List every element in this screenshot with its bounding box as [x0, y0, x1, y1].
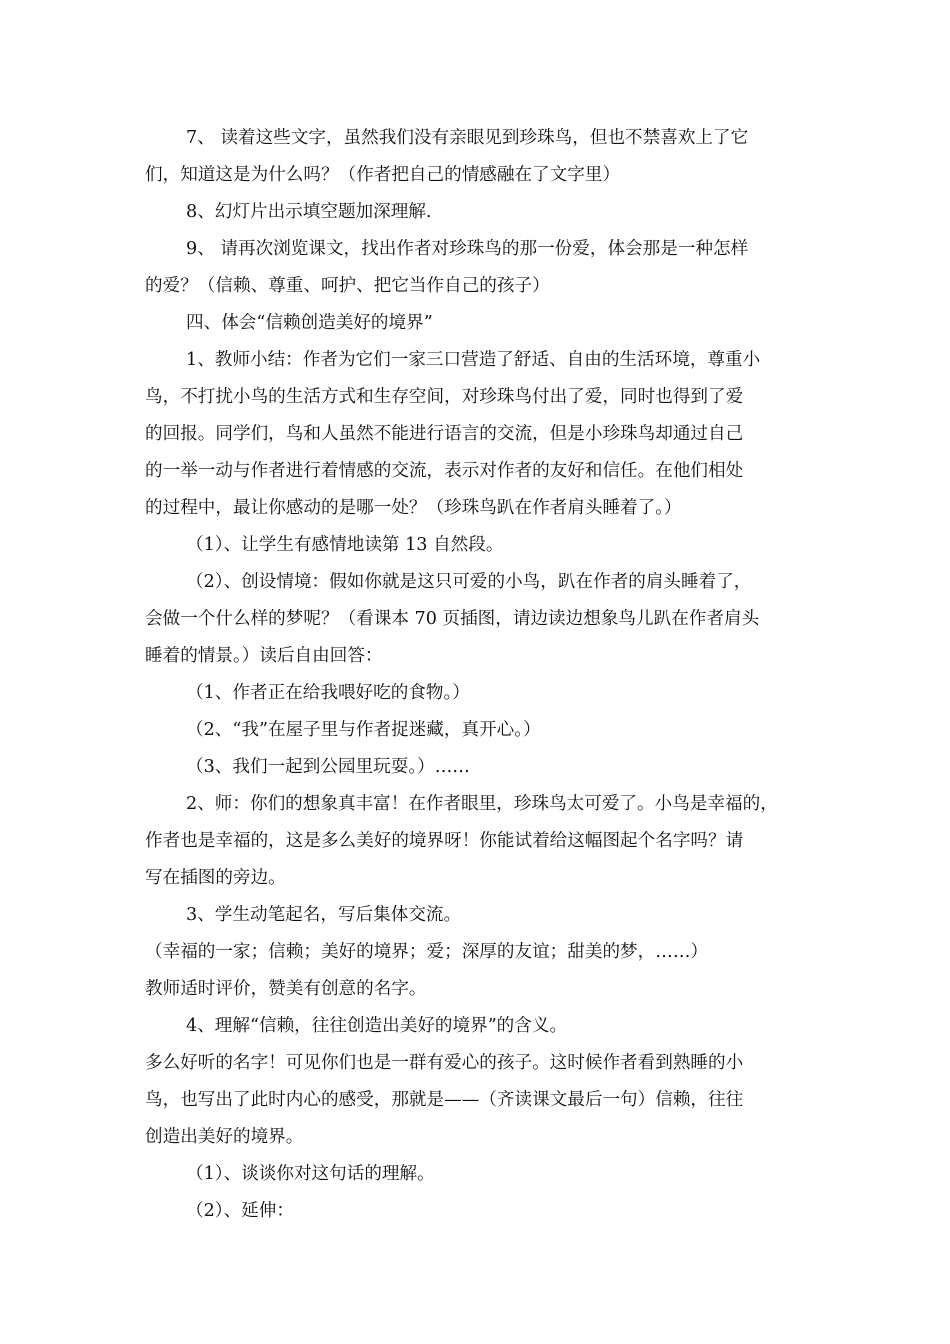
text-line: 睡着的情景。）读后自由回答： — [145, 646, 383, 666]
text-line: （3、我们一起到公园里玩耍。）…… — [186, 757, 470, 777]
text-line: 2、师：你们的想象真丰富！在作者眼里，珍珠鸟太可爱了。小鸟是幸福的， — [186, 794, 778, 814]
text-line: （1）、让学生有感情地读第 13 自然段。 — [186, 535, 504, 555]
text-line: 鸟，不打扰小鸟的生活方式和生存空间，对珍珠鸟付出了爱，同时也得到了爱 — [145, 387, 744, 407]
text-line: （2、“我”在屋子里与作者捉迷藏，真开心。） — [186, 720, 541, 740]
text-line: 鸟，也写出了此时内心的感受，那就是——（齐读课文最后一句）信赖，往往 — [145, 1090, 744, 1110]
text-line: 写在插图的旁边。 — [145, 868, 286, 888]
text-line: 们，知道这是为什么吗？（作者把自己的情感融在了文字里） — [145, 165, 621, 185]
text-line: （1、作者正在给我喂好吃的食物。） — [186, 683, 470, 703]
text-line: 会做一个什么样的梦呢？（看课本 70 页插图，请边读边想象鸟儿趴在作者肩头 — [145, 609, 760, 629]
text-line: 的一举一动与作者进行着情感的交流，表示对作者的友好和信任。在他们相处 — [145, 461, 744, 481]
text-line: （2）、创设情境：假如你就是这只可爱的小鸟，趴在作者的肩头睡着了， — [186, 572, 752, 592]
text-line: 的回报。同学们，鸟和人虽然不能进行语言的交流，但是小珍珠鸟却通过自己 — [145, 424, 744, 444]
text-line: 7、 读着这些文字，虽然我们没有亲眼见到珍珠鸟，但也不禁喜欢上了它 — [186, 128, 749, 148]
text-line: 多么好听的名字！可见你们也是一群有爱心的孩子。这时候作者看到熟睡的小 — [145, 1053, 744, 1073]
text-line: 9、 请再次浏览课文，找出作者对珍珠鸟的那一份爱，体会那是一种怎样 — [186, 239, 749, 259]
text-line: 1、教师小结：作者为它们一家三口营造了舒适、自由的生活环境，尊重小 — [186, 350, 761, 370]
text-line: 8、幻灯片出示填空题加深理解. — [186, 202, 432, 222]
text-line: （幸福的一家；信赖；美好的境界；爱；深厚的友谊；甜美的梦，……） — [145, 942, 709, 962]
text-line: 的过程中，最让你感动的是哪一处？（珍珠鸟趴在作者肩头睡着了。） — [145, 498, 682, 518]
text-line: 教师适时评价，赞美有创意的名字。 — [145, 979, 427, 999]
text-line: 创造出美好的境界。 — [145, 1127, 304, 1147]
section-heading: 四、体会“信赖创造美好的境界” — [186, 313, 433, 333]
text-line: 的爱？（信赖、尊重、呵护、把它当作自己的孩子） — [145, 276, 550, 296]
text-line: （1）、谈谈你对这句话的理解。 — [186, 1164, 435, 1184]
text-line: 4、理解“信赖，往往创造出美好的境界”的含义。 — [186, 1016, 568, 1036]
text-line: （2）、延伸： — [186, 1201, 294, 1221]
text-line: 3、学生动笔起名，写后集体交流。 — [186, 905, 462, 925]
text-line: 作者也是幸福的，这是多么美好的境界呀！你能试着给这幅图起个名字吗？请 — [145, 831, 744, 851]
